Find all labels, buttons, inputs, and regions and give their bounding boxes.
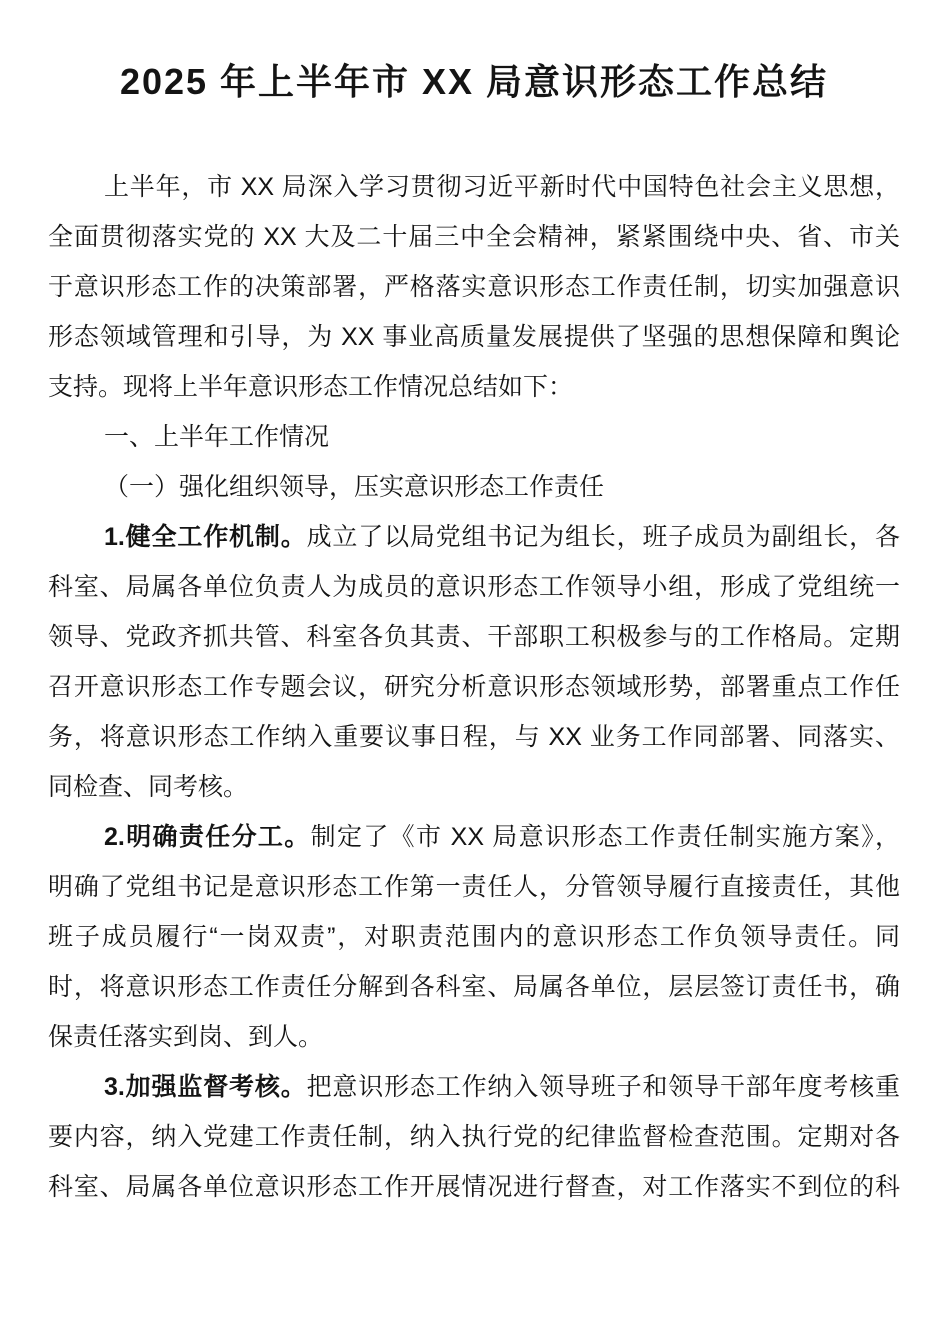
section-heading-1 xyxy=(48,412,900,462)
text-run: 把意识形态工作纳入领导班子和领导干部年度考核重 xyxy=(306,1073,900,1101)
text-run: 于意识形态工作的决策部署，严格落实意识形态工作责任制，切实加强意识 xyxy=(48,273,900,301)
text-run: 科室、局属各单位意识形态工作开展情况进行督查，对工作落实不到位的科 xyxy=(48,1173,900,1201)
intro-paragraph xyxy=(48,162,900,412)
text-run: 领导、党政齐抓共管、科室各负其责、干部职工积极参与的工作格局。定期 xyxy=(48,623,900,651)
text-run: 全面贯彻落实党的 XX 大及二十届三中全会精神，紧紧围绕中央、省、市关 xyxy=(48,223,900,251)
item-paragraph-2 xyxy=(48,812,900,1062)
text-line xyxy=(48,962,900,1012)
text-run: 科室、局属各单位负责人为成员的意识形态工作领导小组，形成了党组统一 xyxy=(48,573,900,601)
text-line xyxy=(48,1112,900,1162)
bold-run: 1.健全工作机制。 xyxy=(104,523,307,551)
text-line xyxy=(48,1162,900,1212)
subsection-heading-1-1 xyxy=(48,462,900,512)
text-run: 务，将意识形态工作纳入重要议事日程，与 XX 业务工作同部署、同落实、 xyxy=(48,723,900,751)
text-line xyxy=(48,562,900,612)
text-run: 明确了党组书记是意识形态工作第一责任人，分管领导履行直接责任，其他 xyxy=(48,873,900,901)
text-line xyxy=(48,512,900,562)
text-line xyxy=(48,462,900,512)
item-paragraph-1 xyxy=(48,512,900,812)
text-line xyxy=(48,862,900,912)
bold-run: 2.明确责任分工。 xyxy=(104,823,311,851)
text-line xyxy=(48,412,900,462)
text-line xyxy=(48,212,900,262)
text-line xyxy=(48,612,900,662)
text-line xyxy=(48,762,900,812)
text-run: 班子成员履行“一岗双责”，对职责范围内的意识形态工作负领导责任。同 xyxy=(48,923,900,951)
text-run: 支持。现将上半年意识形态工作情况总结如下： xyxy=(48,373,574,401)
text-run: 制定了《市 XX 局意识形态工作责任制实施方案》， xyxy=(310,823,900,851)
text-run: 形态领域管理和引导，为 XX 事业高质量发展提供了坚强的思想保障和舆论 xyxy=(48,323,900,351)
text-line xyxy=(48,662,900,712)
text-run: （一）强化组织领导，压实意识形态工作责任 xyxy=(104,473,605,501)
text-run: 保责任落实到岗、到人。 xyxy=(48,1023,324,1051)
item-paragraph-3 xyxy=(48,1062,900,1212)
text-line xyxy=(48,362,900,412)
text-run: 要内容，纳入党建工作责任制，纳入执行党的纪律监督检查范围。定期对各 xyxy=(48,1123,900,1151)
text-line xyxy=(48,1012,900,1062)
text-run: 时，将意识形态工作责任分解到各科室、局属各单位，层层签订责任书，确 xyxy=(48,973,900,1001)
text-line xyxy=(48,162,900,212)
text-run: 同检查、同考核。 xyxy=(48,773,249,801)
bold-run: 3.加强监督考核。 xyxy=(104,1073,307,1101)
text-run: 一、上半年工作情况 xyxy=(104,423,330,451)
document-title: 2025 年上半年市 XX 局意识形态工作总结 xyxy=(119,61,829,102)
text-line xyxy=(48,312,900,362)
text-line xyxy=(48,912,900,962)
text-line xyxy=(48,1062,900,1112)
text-line xyxy=(48,262,900,312)
text-line xyxy=(48,712,900,762)
text-run: 上半年，市 XX 局深入学习贯彻习近平新时代中国特色社会主义思想， xyxy=(104,173,900,201)
document-body xyxy=(48,162,900,1212)
text-run: 成立了以局党组书记为组长，班子成员为副组长，各 xyxy=(306,523,900,551)
text-run: 召开意识形态工作专题会议，研究分析意识形态领域形势，部署重点工作任 xyxy=(48,673,900,701)
text-line xyxy=(48,812,900,862)
